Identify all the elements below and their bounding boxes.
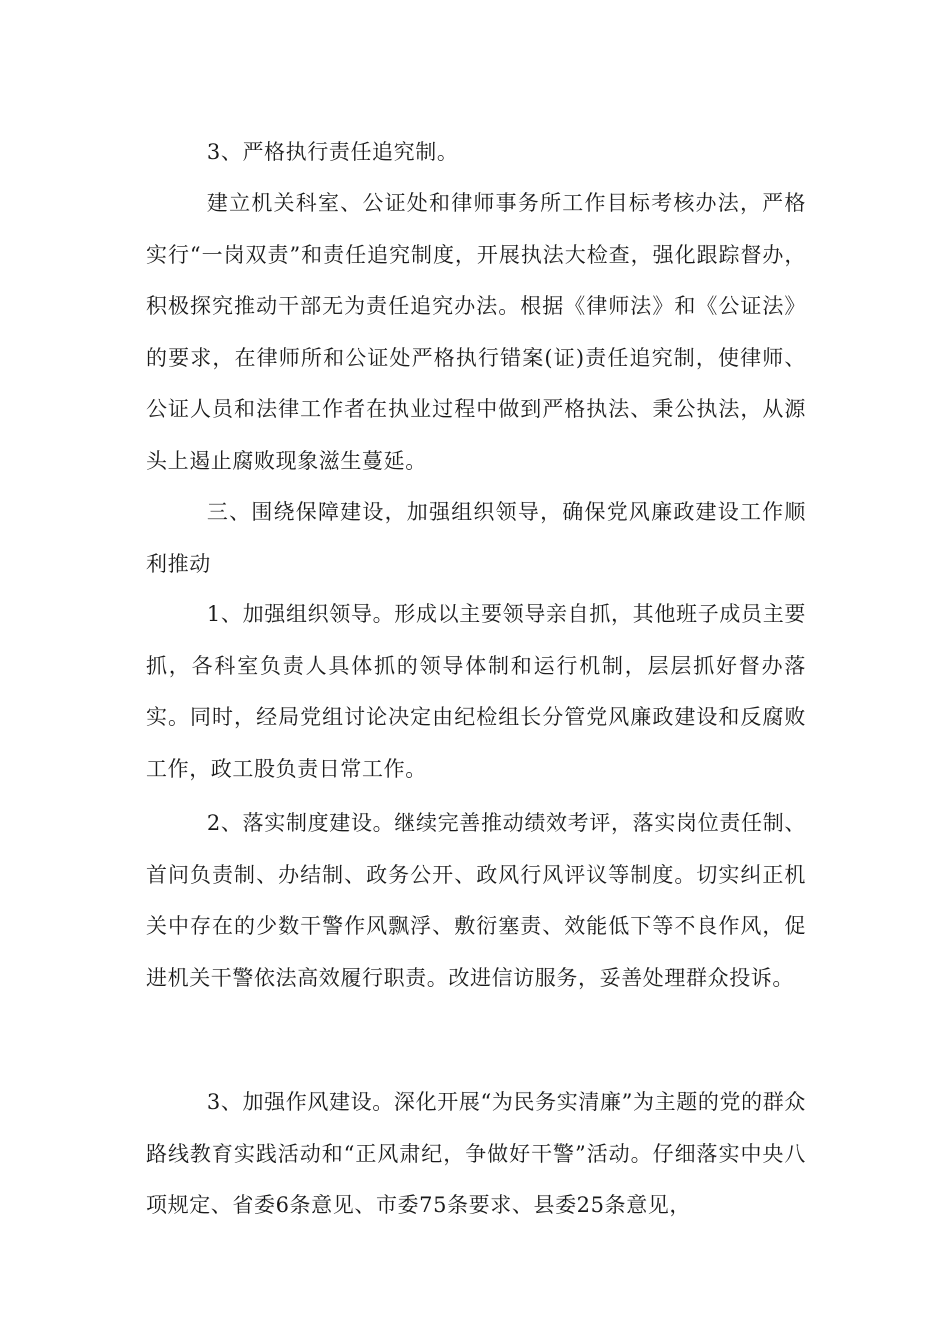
section-heading-3: 三、围绕保障建设，加强组织领导，确保党风廉政建设工作顺利推动: [146, 500, 806, 576]
paragraph-heading-3: 3、严格执行责任追究制。: [206, 140, 459, 164]
paragraph-work-style: 3、加强作风建设。深化开展“为民务实清廉”为主题的党的群众路线教育实践活动和“正风肃纪，争做好干警”活动。仔细落实中央八项规定、省委6条意见、市委75条要求、县委25条意见，: [146, 1090, 806, 1217]
paragraph-system-building: 2、落实制度建设。继续完善推动绩效考评，落实岗位责任制、首问负责制、办结制、政务公开、政风行风评议等制度。切实纠正机关中存在的少数干警作风飘浮、敷衍塞责、效能低下等不良作风，促进机关干警依法高效履行职责。改进信访服务，妥善处理群众投诉。: [146, 811, 806, 990]
paragraph-organization: 1、加强组织领导。形成以主要领导亲自抓，其他班子成员主要抓，各科室负责人具体抓的领导体制和运行机制，层层抓好督办落实。同时，经局党组讨论决定由纪检组长分管党风廉政建设和反腐败工作，政工股负责日常工作。: [146, 602, 806, 781]
paragraph-accountability: 建立机关科室、公证处和律师事务所工作目标考核办法，严格实行“一岗双责”和责任追究制度，开展执法大检查，强化跟踪督办，积极探究推动干部无为责任追究办法。根据《律师法》和《公证法》的要求，在律师所和公证处严格执行错案(证)责任追究制，使律师、公证人员和法律工作者在执业过程中做到严格执法、秉公执法，从源头上遏止腐败现象滋生蔓延。: [146, 191, 806, 473]
